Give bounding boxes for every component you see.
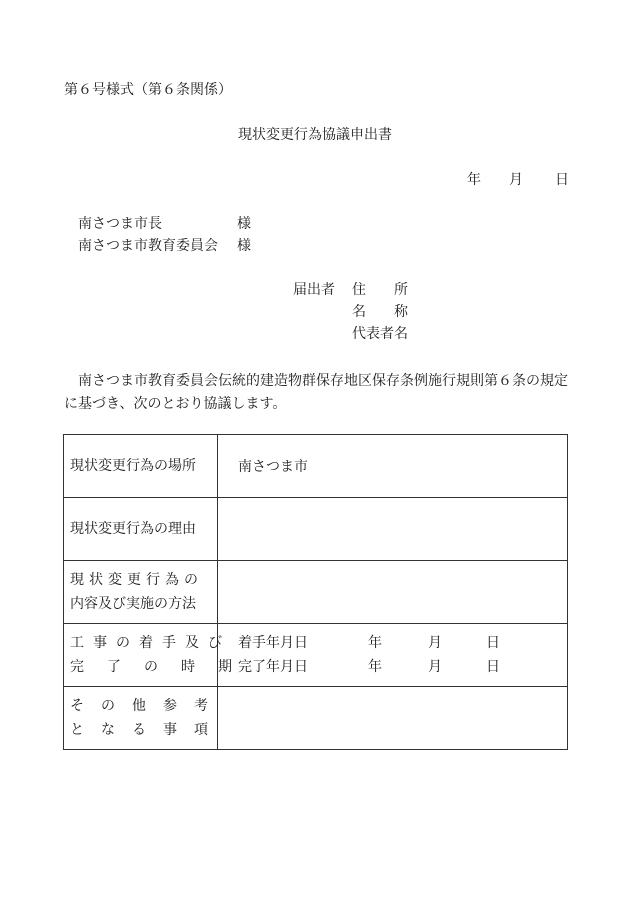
row-value	[218, 687, 568, 750]
schedule-end-label: 完了年月日	[238, 659, 308, 675]
row-label	[64, 435, 218, 498]
table-row-content	[64, 561, 568, 624]
body-text: 南さつま市教育委員会伝統的建造物群保存地区保存条例施行規則第６条の規定に基づき、次のとおり協議します。	[64, 373, 568, 412]
row-label	[64, 561, 218, 624]
addressee-name: 南さつま市教育委員会	[78, 238, 218, 254]
row-label-text: 工事の着手及び	[70, 635, 231, 651]
schedule-start	[238, 631, 567, 655]
table-row-reason	[64, 498, 568, 561]
date-day: 日	[555, 172, 569, 188]
schedule-start-label: 着手年月日	[238, 635, 308, 651]
row-label	[64, 498, 218, 561]
applicant-name-label: 名 称	[352, 304, 408, 320]
applicant-address-label: 住 所	[352, 282, 408, 298]
schedule-start-day: 日	[486, 635, 500, 651]
applicant-heading: 届出者	[293, 282, 335, 298]
addressee-board	[78, 239, 278, 255]
row-label-text: 完了の時期	[70, 659, 255, 675]
addressee-mayor	[78, 217, 278, 233]
row-label-text: 現状変更行為の理由	[70, 521, 196, 537]
document-title: 現状変更行為協議申出書	[238, 127, 392, 143]
schedule-end	[238, 655, 567, 679]
row-label-text: 現状変更行為の場所	[70, 458, 196, 474]
addressee-name: 南さつま市長	[78, 216, 162, 232]
date-month: 月	[509, 172, 523, 188]
row-label-text: となる事項	[70, 722, 225, 738]
row-label-text: 現状変更行為の	[70, 572, 203, 588]
addressee-honorific: 様	[237, 238, 251, 254]
row-label-text: 内容及び実施の方法	[70, 596, 196, 612]
application-table	[63, 434, 568, 750]
addressee-honorific: 様	[237, 216, 251, 232]
row-value	[218, 624, 568, 687]
schedule-end-month: 月	[428, 659, 442, 675]
table-row-other	[64, 687, 568, 750]
row-value	[218, 435, 568, 498]
row-label	[64, 624, 255, 687]
applicant-representative-label: 代表者名	[352, 326, 408, 342]
location-value: 南さつま市	[238, 459, 308, 475]
form-number: 第６号様式（第６条関係）	[64, 82, 232, 98]
schedule-end-day: 日	[486, 659, 500, 675]
schedule-start-month: 月	[428, 635, 442, 651]
row-value	[218, 561, 568, 624]
schedule-end-year: 年	[368, 659, 382, 675]
row-value	[218, 498, 568, 561]
row-label	[64, 687, 225, 750]
table-row-location	[64, 435, 568, 498]
schedule-start-year: 年	[368, 635, 382, 651]
row-label-text: その他参考	[70, 698, 225, 714]
table-row-schedule	[64, 624, 568, 687]
date-year: 年	[467, 172, 481, 188]
